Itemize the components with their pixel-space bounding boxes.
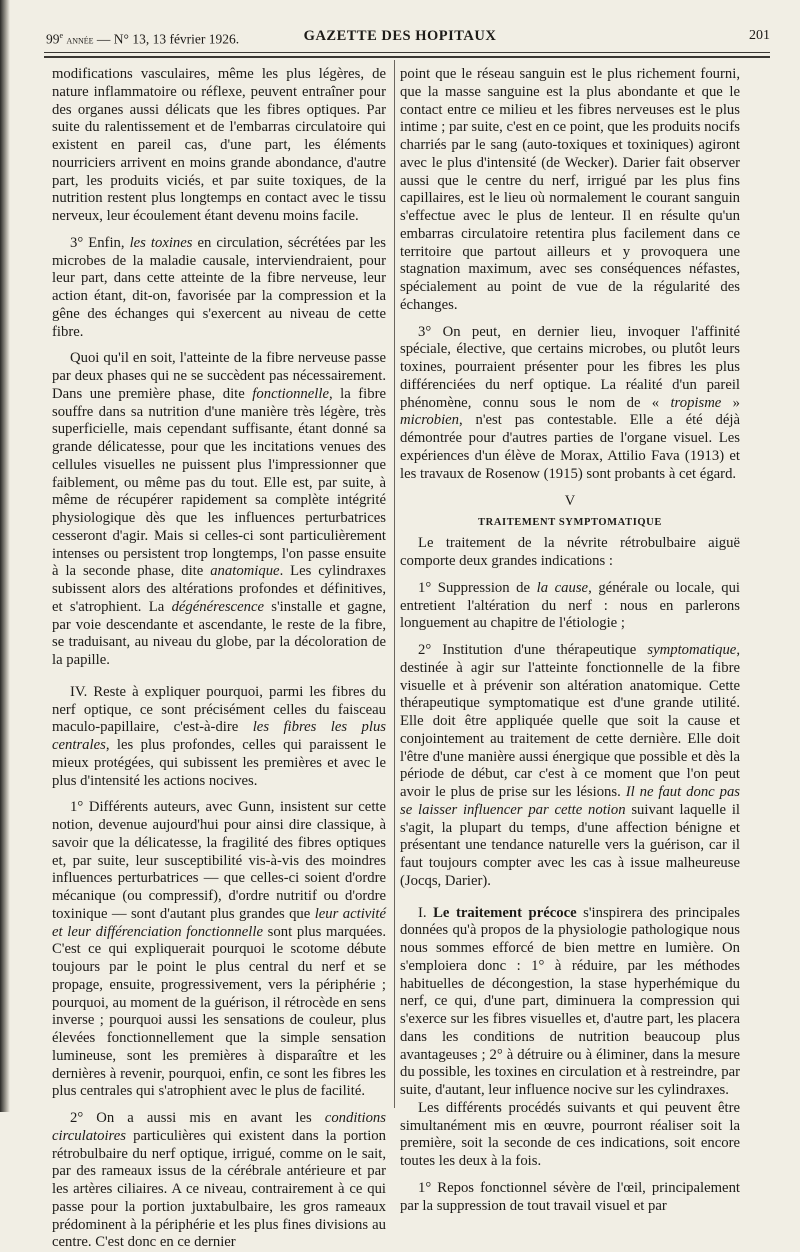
bold-run: Le traitement précoce bbox=[433, 904, 577, 921]
italic-run: les toxines bbox=[129, 234, 193, 251]
text-run: , destinée à agir sur l'atteinte fonctionnelle de la fibre visuelle et à prévenir son altération anatomique. Cette thérapeutique symptomatique est d'une grande utilité. Elle doit être appliquée quelle que soit la cause et conjointement au traitement de cette dernière. Elle doit l'être d'une manière aussi énergique que possible et dès la période de début, car c'est à ce moment que l'on peut avoir le plus de prise sur les lésions. bbox=[400, 642, 740, 800]
paragraph-text: point que le réseau sanguin est le plus richement fourni, que la masse sanguine est la plus abondante et que le contact entre ce milieu et les fibres nerveuses est le plus intime ; par suite, c'est en ce point, que les produits nocifs charriés par le sang (auto-toxiques et toxiniques) agiront avec le plus d'intensité (de Wecker). Darier fait observer aussi que le centre du nerf, irrigué par les plus fins capillaires, est le lieu où normalement le courant sanguin s'effectue avec le plus de lenteur. Il en résulte qu'un embarras circulatoire retentira plus facilement dans ce territoire que partout ailleurs et y provoquera une stagnation maximum, avec ses conséquences néfastes, spécialement au point de vue de la régularité des échanges. bbox=[400, 66, 740, 313]
paragraph bbox=[52, 684, 386, 791]
italic-run: leur activité et leur différenciation fonctionnelle bbox=[52, 905, 386, 940]
text-run: Quoi qu'il en soit, l'atteinte de la fibre nerveuse passe par deux phases qui ne se succèdent pas nécessairement. Dans une première phase, dite bbox=[52, 350, 386, 402]
paragraph bbox=[400, 642, 740, 891]
italic-run: fonctionnelle bbox=[252, 385, 329, 402]
paragraph bbox=[52, 1110, 386, 1252]
column-divider bbox=[394, 60, 395, 1108]
text-run: 1° Suppression de bbox=[418, 579, 537, 596]
paragraph bbox=[400, 324, 740, 484]
paragraph bbox=[400, 1180, 740, 1216]
page-binding-shadow bbox=[0, 0, 10, 1112]
year: 99 bbox=[46, 31, 60, 47]
italic-run: les fibres les plus centrales bbox=[52, 719, 387, 753]
paragraph bbox=[400, 905, 740, 1100]
year-sup: e bbox=[59, 31, 64, 40]
italic-run: la cause, bbox=[536, 579, 592, 596]
text-run: particulières qui existent dans la portion rétrobulbaire du nerf optique, irrigué, comme on le sait, par des rameaux issus de la cérébrale antérieure et par les artères ciliaires. A ce niveau, contrairement à ce qui passe pour la portion juxtabulbaire, les gros rameaux prédominent à la périphérie et les plus fines divisions au centre. C'est donc en ce dernier bbox=[52, 1127, 386, 1251]
paragraph bbox=[400, 535, 740, 571]
text-run: 1° Différents auteurs, avec Gunn, insistent sur cette notion, devenue aujourd'hui pour ainsi dire classique, à savoir que la délicatesse, la fragilité des fibres optiques et, par suite, leur susceptibilité vis-à-vis des moindres influences perturbatrices — que celles-ci soient d'ordre mécanique (ou compressif), d'ordre nutritif ou d'ordre toxinique — sont d'autant plus grandes que bbox=[52, 799, 386, 922]
section-heading bbox=[400, 492, 740, 532]
paragraph bbox=[52, 350, 386, 670]
text-run: générale ou locale, qui entretient l'altération du nerf : nous en parlerons longuement au chapitre de l'étiologie ; bbox=[400, 579, 740, 632]
text-run: 2° Institution d'une thérapeutique bbox=[418, 642, 648, 658]
text-run: s'installe et gagne, par voie descendante et ascendante, le reste de la fibre, se traduisant, au niveau du globe, par la décoloration de la papille. bbox=[52, 598, 386, 668]
issue-date: — N° 13, 13 février 1926. bbox=[93, 31, 240, 47]
text-run: suivant laquelle il s'agit, la plupart du temps, d'une affection bénigne et présentant une tendance naturelle vers la guérison, car il faut toujours compter avec les cas à issue malheureuse (Jocqs, Darier). bbox=[400, 801, 740, 889]
text-run: 2° On a aussi mis en avant les bbox=[70, 1110, 325, 1126]
text-run: 3° On peut, en dernier lieu, invoquer l'affinité spéciale, élective, que certains microbes, ou plutôt leurs toxines, pourraient présenter pour les fibres les plus différenciées du nerf optique. La réalité d'un pareil phénomène, connu sous le nom de « bbox=[400, 323, 740, 411]
italic-run: conditions circulatoires bbox=[52, 1110, 386, 1144]
paragraph bbox=[400, 66, 740, 315]
text-run: , les plus profondes, celles qui paraissent le mieux protégées, qui subissent les premières et avec le plus d'intensité les actions nocives. bbox=[52, 737, 386, 789]
paragraph-text: modifications vasculaires, même les plus légères, de nature inflammatoire ou réflexe, peuvent entraîner pour des organes aussi délicats que les fibres optiques. Par suite du ralentissement et de l'embarras circulatoire qui existent en pareil cas, d'une part, les éléments nourriciers arrivent en moins grande abondance, d'autre part, les produits viciés, et par suite toxiques, de la nutrition restent plus longtemps en contact avec le tissu nerveux, leur écoulement étant devenu moins facile. bbox=[52, 66, 386, 224]
text-run: , la fibre souffre dans sa nutrition d'une manière très légère, très superficielle, mais cependant suffisante, étant donné sa grande délicatesse, pour que les incitations venues des cellules visuelles ne puissent plus l'impressionner que faiblement, ou même pas du tout. Elle est, par suite, à même de récupérer rapidement sa complète intégrité physiologique dès que les influences perturbatrices cesseront d'agir. Mais si celles-ci sont particulièrement intenses ou persistent trop longtemps, l'on passe ensuite à la seconde phase, dite bbox=[52, 385, 387, 580]
italic-run: anatomique bbox=[210, 563, 280, 580]
text-run: sont plus marquées. C'est ce qui expliquerait pourquoi le scotome débute toujours par le point le plus central du nerf et se propage, ensuite, progressivement, vers la périphérie ; pourquoi, au moment de la guérison, il rétrocède en sens inverse ; pourquoi aussi les sensations de couleur, plus élevées fonctionnellement que la simple sensation lumineuse, sont les premières à disparaître et les dernières à revenir, pourquoi, enfin, ce sont les fibres les plus centrales qui s'atrophient avec le plus de facilité. bbox=[52, 923, 387, 1100]
paragraph bbox=[400, 1100, 740, 1171]
text-run: . Les cylindraxes subissent alors des altérations profondes et définitives, et s'atrophient. La bbox=[52, 563, 386, 615]
paragraph-text: Le traitement de la névrite rétrobulbaire aiguë comporte deux grandes indications : bbox=[400, 535, 740, 569]
paragraph bbox=[52, 799, 386, 1101]
journal-title: GAZETTE DES HOPITAUX bbox=[303, 28, 497, 44]
annee-label: année bbox=[66, 32, 94, 47]
paragraph bbox=[400, 580, 740, 633]
paragraph-text: 1° Repos fonctionnel sévère de l'œil, principalement par la suppression de tout travail visuel et par bbox=[400, 1179, 740, 1214]
text-run: 3° Enfin, bbox=[70, 234, 130, 251]
paragraph-text: Les différents procédés suivants et qui peuvent être simultanément mis en œuvre, pourront réaliser soit la première, soit la seconde de ces indications, soit encore toutes les deux à la fois. bbox=[400, 1099, 740, 1169]
section-title: TRAITEMENT SYMPTOMATIQUE bbox=[478, 517, 662, 529]
header-rule-thick bbox=[44, 56, 770, 58]
italic-run: microbien bbox=[400, 412, 460, 429]
left-column bbox=[52, 66, 386, 1252]
italic-run: tropisme bbox=[670, 394, 722, 411]
page-number: 201 bbox=[749, 28, 770, 43]
header-rule-thin bbox=[44, 52, 770, 53]
text-run: en circulation, sécrétées par les microbes de la maladie causale, interviendraient, pour leur part, dans cette atteinte de la fibre nerveuse, leur action étant, dit-on, favorisée par la compression et la gêne des échanges qui s'exercent au niveau de cette fibre. bbox=[52, 234, 386, 340]
paragraph bbox=[52, 66, 386, 226]
italic-run: Il ne faut donc pas se laisser influencer par cette notion bbox=[400, 784, 741, 818]
text-run: s'inspirera des principales données qu'à propos de la physiologie pathologique nous nous sommes efforcé de bien mettre en lumière. On s'emploiera donc : 1° à réduire, par les méthodes habituelles de décongestion, la stase hyperhémique du nerf, ce qui, d'une part, diminuera la compression qui s'exerce sur les fibres visuelles et, d'autre part, les placera dans les conditions de nutrition beaucoup plus avantageuses ; 2° à détruire ou à éliminer, dans la mesure du possible, les toxines en circulation et à restreindre, par suite, d'autant, leur influence nocive sur les cylindraxes. bbox=[400, 904, 740, 1098]
italic-run: symptomatique bbox=[647, 642, 737, 658]
paragraph bbox=[52, 235, 386, 342]
text-run: » bbox=[721, 394, 740, 411]
text-run: I. bbox=[418, 904, 434, 921]
text-run: , n'est pas contestable. Elle a été déjà démontrée pour d'autres parties de l'organe visuel. Les expériences d'un élève de Morax, Attilio Fava (1913) et les travaux de Rosenow (1915) sont probants à cet égard. bbox=[400, 412, 740, 482]
right-column bbox=[400, 66, 740, 1215]
section-number: V bbox=[564, 493, 576, 510]
text-run: IV. Reste à expliquer pourquoi, parmi les fibres du nerf optique, ce sont précisément celles du faisceau maculo-papillaire, c'est-à-dire bbox=[52, 683, 386, 736]
italic-run: dégénérescence bbox=[171, 598, 264, 615]
